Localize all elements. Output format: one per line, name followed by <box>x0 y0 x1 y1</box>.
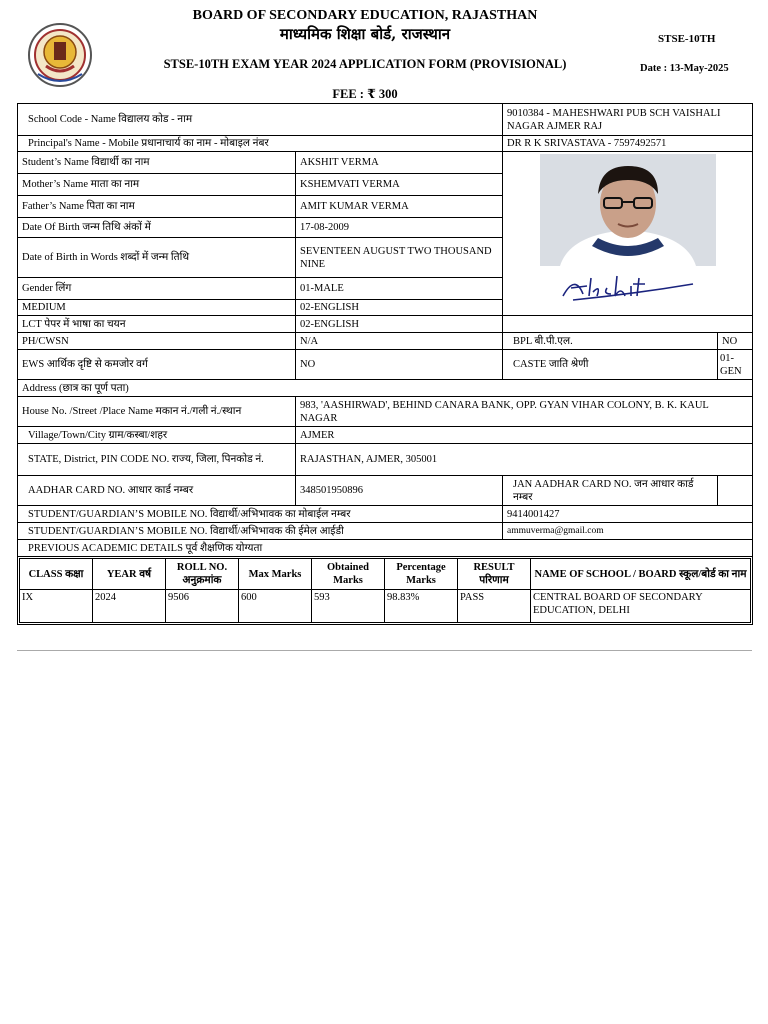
gender-label: Gender लिंग <box>18 278 296 300</box>
cell-roll: 9506 <box>166 590 239 623</box>
state-value: RAJASTHAN, AJMER, 305001 <box>296 444 753 476</box>
academic-table <box>19 558 751 623</box>
exam-code: STSE-10TH <box>658 33 716 45</box>
bottom-divider <box>17 650 752 651</box>
cell-year: 2024 <box>93 590 166 623</box>
village-label: Village/Town/City ग्राम/कस्बा/शहर <box>18 427 296 444</box>
house-label: House No. /Street /Place Name मकान नं./गली नं./स्थान <box>18 397 296 427</box>
ews-label: EWS आर्थिक दृष्टि से कमजोर वर्ग <box>18 350 296 380</box>
form-date: Date : 13-May-2025 <box>640 63 729 74</box>
mother-value: KSHEMVATI VERMA <box>296 174 503 196</box>
student-signature <box>553 270 703 302</box>
jan-aadhar-label: JAN AADHAR CARD NO. जन आधार कार्ड नम्बर <box>503 476 718 506</box>
email-value: ammuverma@gmail.com <box>503 523 753 540</box>
previous-academic-label: PREVIOUS ACADEMIC DETAILS पूर्व शैक्षणिक योग्यता <box>18 540 753 557</box>
aadhar-label: AADHAR CARD NO. आधार कार्ड नम्बर <box>18 476 296 506</box>
lct-value: 02-ENGLISH <box>296 316 503 333</box>
cell-class: IX <box>20 590 93 623</box>
cell-percentage: 98.83% <box>385 590 458 623</box>
gender-value: 01-MALE <box>296 278 503 300</box>
student-value: AKSHIT VERMA <box>296 152 503 174</box>
email-label: STUDENT/GUARDIAN’S MOBILE NO. विद्यार्थी/अभिभावक की ईमेल आईडी <box>18 523 503 540</box>
cell-school: CENTRAL BOARD OF SECONDARY EDUCATION, DELHI <box>531 590 751 623</box>
student-label: Student’s Name विद्यार्थी का नाम <box>18 152 296 174</box>
ph-label: PH/CWSN <box>18 333 296 350</box>
village-value: AJMER <box>296 427 753 444</box>
dob-value: 17-08-2009 <box>296 218 503 238</box>
col-year: YEAR वर्ष <box>93 559 166 590</box>
photo-cell <box>503 152 753 316</box>
dob-words-value: SEVENTEEN AUGUST TWO THOUSAND NINE <box>296 238 503 278</box>
table-row <box>20 590 751 623</box>
col-obtained: Obtained Marks <box>312 559 385 590</box>
cell-max: 600 <box>239 590 312 623</box>
principal-label: Principal's Name - Mobile प्रधानाचार्य का नाम - मोबाइल नंबर <box>18 136 503 152</box>
caste-label: CASTE जाति श्रेणी <box>503 350 718 380</box>
academic-table-cell <box>18 557 753 625</box>
col-class: CLASS कक्षा <box>20 559 93 590</box>
cell-obtained: 593 <box>312 590 385 623</box>
col-max: Max Marks <box>239 559 312 590</box>
aadhar-value: 348501950896 <box>296 476 503 506</box>
father-label: Father’s Name पिता का नाम <box>18 196 296 218</box>
application-form-table <box>17 103 753 625</box>
fee-label: FEE : ₹ 300 <box>332 87 398 101</box>
medium-value: 02-ENGLISH <box>296 300 503 316</box>
dob-words-label: Date of Birth in Words शब्दों में जन्म तिथि <box>18 238 296 278</box>
mobile-value: 9414001427 <box>503 506 753 523</box>
school-value: 9010384 - MAHESHWARI PUB SCH VAISHALI NAGAR AJMER RAJ <box>503 104 753 136</box>
medium-label: MEDIUM <box>18 300 296 316</box>
lct-label: LCT पेपर में भाषा का चयन <box>18 316 296 333</box>
ews-value: NO <box>296 350 503 380</box>
mobile-label: STUDENT/GUARDIAN’S MOBILE NO. विद्यार्थी/अभिभावक का मोबाईल नम्बर <box>18 506 503 523</box>
jan-aadhar-value <box>718 476 753 506</box>
board-title-en: BOARD OF SECONDARY EDUCATION, RAJASTHAN <box>192 8 538 23</box>
state-label: STATE, District, PIN CODE NO. राज्य, जिला, पिनकोड नं. <box>18 444 296 476</box>
col-percentage: Percentage Marks <box>385 559 458 590</box>
caste-value: 01-GEN <box>718 350 753 380</box>
academic-header-row <box>20 559 751 590</box>
cell-result: PASS <box>458 590 531 623</box>
school-label: School Code - Name विद्यालय कोड - नाम <box>18 104 503 136</box>
col-school: NAME OF SCHOOL / BOARD स्कूल/बोर्ड का नाम <box>531 559 751 590</box>
bpl-value: NO <box>718 333 753 350</box>
bpl-label: BPL बी.पी.एल. <box>503 333 718 350</box>
mother-label: Mother’s Name माता का नाम <box>18 174 296 196</box>
student-photo <box>540 154 716 266</box>
form-title: STSE-10TH EXAM YEAR 2024 APPLICATION FORM (PROVISIONAL) <box>163 57 567 71</box>
address-label: Address (छात्र का पूर्ण पता) <box>18 380 753 397</box>
principal-value: DR R K SRIVASTAVA - 7597492571 <box>503 136 753 152</box>
empty-cell <box>503 316 753 333</box>
col-result: RESULT परिणाम <box>458 559 531 590</box>
house-value: 983, 'AASHIRWAD', BEHIND CANARA BANK, OPP. GYAN VIHAR COLONY, B. K. KAUL NAGAR <box>296 397 753 427</box>
signature-area <box>505 270 750 306</box>
col-roll: ROLL NO. अनुक्रमांक <box>166 559 239 590</box>
father-value: AMIT KUMAR VERMA <box>296 196 503 218</box>
ph-value: N/A <box>296 333 503 350</box>
dob-label: Date Of Birth जन्म तिथि अंकों में <box>18 218 296 238</box>
board-title-hi: माध्यमिक शिक्षा बोर्ड, राजस्थान <box>279 25 451 43</box>
